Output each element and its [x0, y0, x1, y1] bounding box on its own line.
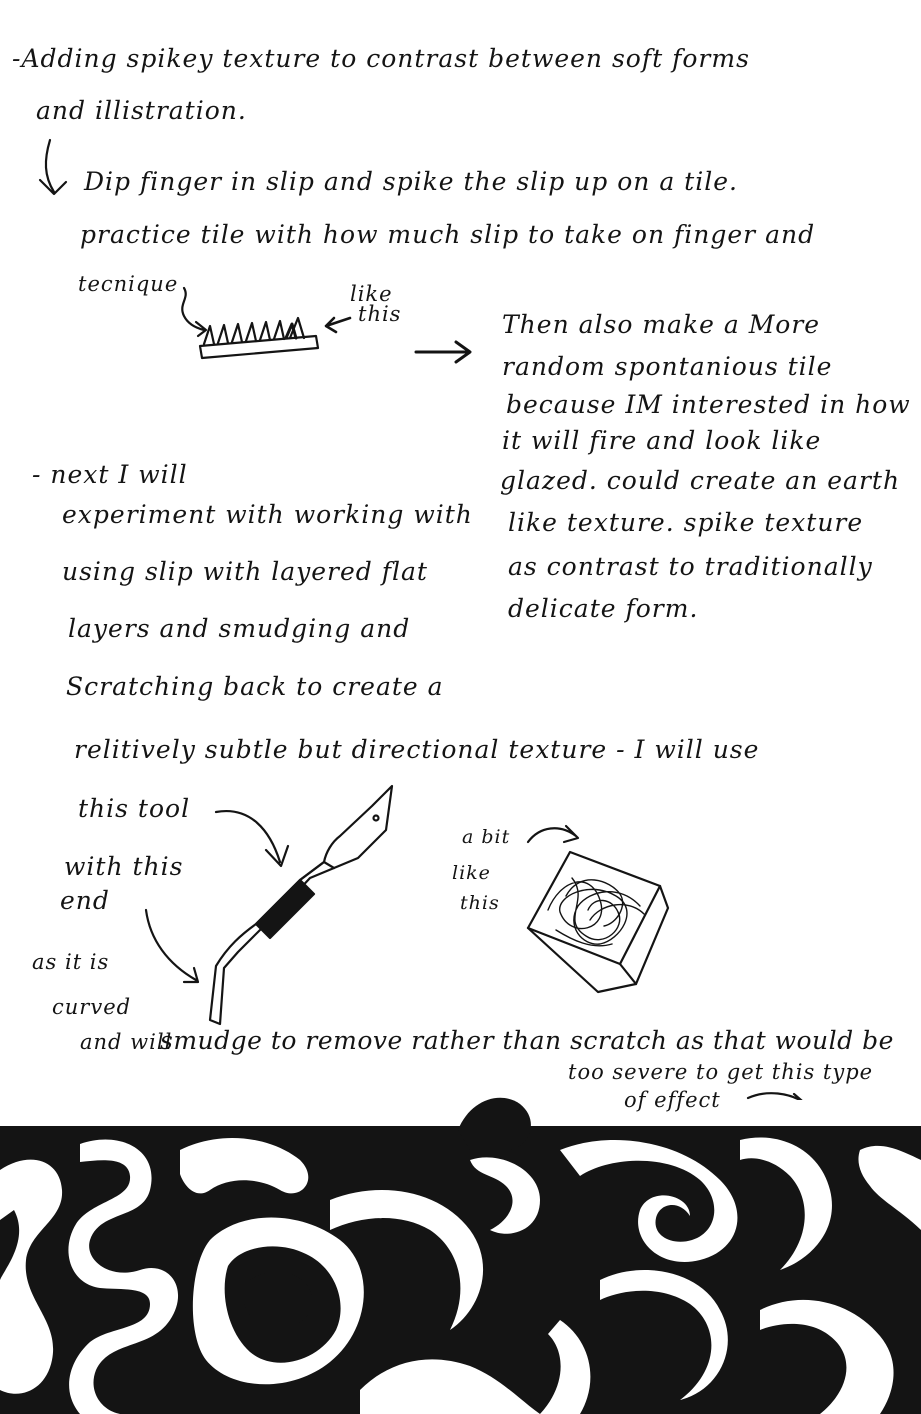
- end-arrow-icon: [146, 910, 198, 982]
- right-arrow-icon: [416, 342, 470, 362]
- note-effect-line: of effect: [624, 1088, 721, 1112]
- tool-arrow-icon: [216, 811, 288, 866]
- textured-tile-sketch: [528, 852, 668, 992]
- note-smudge-line: smudge to remove rather than scratch as that would be: [160, 1026, 894, 1055]
- note-abit-3: this: [460, 892, 500, 914]
- note-next-5: Scratching back to create a: [66, 672, 444, 701]
- note-random-7: as contrast to traditionally: [508, 552, 873, 581]
- note-curved-2: curved: [52, 995, 132, 1019]
- note-random-2: random spontanious tile: [502, 352, 833, 381]
- note-tool-1: this tool: [78, 794, 191, 823]
- note-random-4: it will fire and look like: [502, 426, 822, 455]
- note-next-2: experiment with working with: [62, 500, 473, 529]
- spike-tile-sketch: [200, 318, 318, 358]
- note-random-1: Then also make a More: [502, 310, 821, 339]
- note-next-1: - next I will: [32, 460, 188, 489]
- note-random-3: because IM interested in how: [506, 390, 911, 419]
- like-this-arrow-icon: [326, 318, 350, 332]
- note-curved-1: as it is: [32, 950, 110, 974]
- note-random-6: like texture. spike texture: [508, 508, 864, 537]
- note-intro-line1: -Adding spikey texture to contrast between soft forms: [12, 44, 750, 73]
- note-random-5: glazed. could create an earth: [500, 466, 901, 495]
- note-dip-line1: Dip finger in slip and spike the slip up on a tile.: [84, 167, 738, 196]
- note-intro-line2: and illistration.: [36, 96, 247, 125]
- like-this-label-1: like: [350, 282, 393, 306]
- abstract-pattern-image: [0, 1090, 921, 1414]
- note-abit-2: like: [452, 862, 491, 884]
- note-severe-line: too severe to get this type: [568, 1060, 874, 1084]
- note-curved-3: and will: [80, 1030, 173, 1054]
- abit-arrow-icon: [528, 826, 578, 842]
- hook-arrow-icon: [40, 140, 66, 194]
- note-next-4: layers and smudging and: [68, 614, 411, 643]
- note-next-6: relitively subtle but directional texture - I will use: [74, 735, 760, 764]
- note-tool-3: end: [60, 886, 110, 915]
- note-abit-1: a bit: [462, 826, 511, 848]
- knife-tool-sketch: [210, 786, 392, 1024]
- note-random-8: delicate form.: [508, 594, 699, 623]
- note-next-3: using slip with layered flat: [62, 557, 428, 586]
- note-dip-line2: practice tile with how much slip to take on finger and: [80, 220, 816, 249]
- note-tool-2: with this: [64, 852, 184, 881]
- note-dip-line3: tecnique: [78, 272, 179, 296]
- tecnique-arrow-icon: [182, 288, 206, 336]
- like-this-label-2: this: [358, 302, 402, 326]
